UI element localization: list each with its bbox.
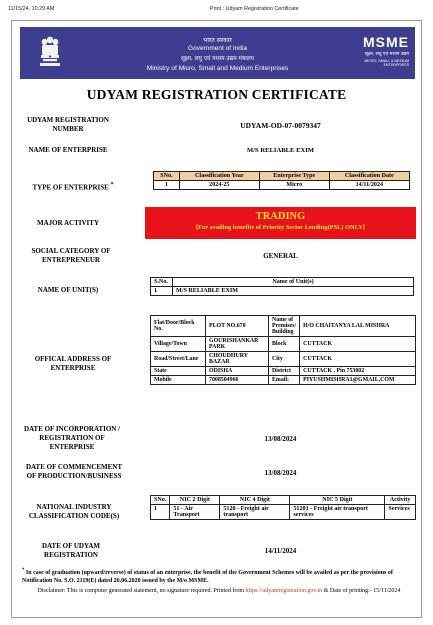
units-header-row xyxy=(151,278,414,287)
classification-header: SNo. xyxy=(154,172,180,181)
premises-label: Name of Premises/ Building xyxy=(269,316,300,337)
msme-logo xyxy=(347,34,409,70)
enterprise-name-value: M/S RELIABLE EXIM xyxy=(246,147,315,154)
classification-cell: Micro xyxy=(259,181,329,190)
certificate-page xyxy=(11,20,422,618)
classification-cell: 1 xyxy=(154,181,180,190)
footnote-star: * xyxy=(22,568,25,573)
footnote xyxy=(22,567,416,585)
banner-hindi-ministry: सूक्ष्म, लघु एवं मध्यम उद्यम मंत्रालय xyxy=(180,56,255,62)
classification-header: Classification Year xyxy=(179,172,259,181)
village-label: Village/Town xyxy=(151,337,206,352)
banner-ministry: Ministry of Micro, Small and Medium Enterprises xyxy=(146,65,289,72)
address-row xyxy=(151,316,416,337)
village-value: GOURISHANKAR PARK xyxy=(206,337,269,352)
flat-value: PLOT NO.670 xyxy=(206,316,269,337)
msme-logo-sub: MICRO, SMALL & MEDIUM ENTERPRISES xyxy=(364,59,409,67)
disclaimer xyxy=(22,587,416,595)
certificate-title: UDYAM REGISTRATION CERTIFICATE xyxy=(86,87,347,102)
nic-label: NATIONAL INDUSTRY CLASSIFICATION CODE(S) xyxy=(28,503,120,520)
nic-header: NIC 5 Digit xyxy=(290,496,385,505)
commencement-label: DATE OF COMMENCEMENT OF PRODUCTION/BUSINESS xyxy=(25,463,123,480)
block-label: Block xyxy=(269,337,300,352)
mobile-value: 7008504966 xyxy=(206,376,269,385)
nic-cell: 5120 - Freight air transport xyxy=(220,505,290,520)
disclaimer-suffix: & Date of printing:- 15/11/2024 xyxy=(323,588,401,594)
district-value: CUTTACK , Pin 753002 xyxy=(300,367,416,376)
enterprise-name-label: NAME OF ENTERPRISE xyxy=(28,146,108,154)
incorporation-label: DATE OF INCORPORATION / REGISTRATION OF ENTERPRISE xyxy=(23,425,121,451)
email-label: Email: xyxy=(269,376,300,385)
units-row xyxy=(151,287,414,296)
msme-logo-hindi: सूक्ष्म, लघु एवं मध्यम उद्यम xyxy=(364,52,409,57)
classification-row xyxy=(154,181,410,190)
print-header xyxy=(8,6,425,16)
reg-no-label: UDYAM REGISTRATION NUMBER xyxy=(27,116,109,133)
nic-table xyxy=(150,495,416,520)
major-activity-box xyxy=(145,207,416,239)
nic-row xyxy=(151,505,416,520)
nic-header: NIC 2 Digit xyxy=(170,496,220,505)
commencement-value: 13/08/2024 xyxy=(264,469,297,477)
address-row xyxy=(151,352,416,367)
nic-cell: 51201 - Freight air transport services xyxy=(290,505,385,520)
address-table xyxy=(150,315,416,385)
address-label: OFFICAL ADDRESS OF ENTERPRISE xyxy=(34,355,112,372)
classification-header-row xyxy=(154,172,410,181)
ministry-banner xyxy=(20,27,415,79)
nic-cell: 1 xyxy=(151,505,170,520)
classification-cell: 2024-25 xyxy=(179,181,259,190)
block-value: CUTTACK xyxy=(300,337,416,352)
nic-header: NIC 4 Digit xyxy=(220,496,290,505)
nic-cell: Services xyxy=(385,505,416,520)
print-title: Print : Udyam Registration Certificate xyxy=(210,6,299,12)
type-label-text: TYPE OF ENTERPRISE xyxy=(32,183,109,192)
units-table xyxy=(150,277,414,296)
classification-cell: 14/11/2024 xyxy=(329,181,409,190)
social-category-value: GENERAL xyxy=(263,252,298,260)
state-label: State xyxy=(151,367,206,376)
activity-main: TRADING xyxy=(255,211,306,222)
classification-header: Classification Date xyxy=(329,172,409,181)
udyam-date-value: 14/11/2024 xyxy=(264,547,297,555)
units-header: S.No. xyxy=(151,278,173,287)
units-cell: 1 xyxy=(151,287,173,296)
type-label xyxy=(26,181,120,192)
footnote-text: In case of graduation (upward/reverse) of status of an enterprise, the benefit of the Government Schemes will be availed as per the provisions of Notification No. S.O. 2119(E) dated 26.06.2020 issued by the M/o MSME. xyxy=(22,570,393,584)
state-value: ODISHA xyxy=(206,367,269,376)
city-label: City xyxy=(269,352,300,367)
classification-header: Enterprise Type xyxy=(259,172,329,181)
nic-header: Activity xyxy=(385,496,416,505)
udyam-portal-link[interactable]: https://udyamregistration.gov.in xyxy=(245,588,323,594)
classification-table xyxy=(153,171,410,190)
banner-hindi-govt: भारत सरकार xyxy=(203,37,232,44)
major-activity-label: MAJOR ACTIVITY xyxy=(36,219,100,227)
nic-cell: 51 - Air Transport xyxy=(170,505,220,520)
nic-header: SNo. xyxy=(151,496,170,505)
udyam-date-label: DATE OF UDYAM REGISTRATION xyxy=(41,542,101,559)
city-value: CUTTACK xyxy=(300,352,416,367)
nic-header-row xyxy=(151,496,416,505)
incorporation-value: 13/08/2024 xyxy=(264,435,297,443)
type-label-star: * xyxy=(110,182,114,188)
mobile-label: Mobile xyxy=(151,376,206,385)
msme-logo-text: MSME xyxy=(363,34,409,50)
flat-label: Flat/Door/Block No. xyxy=(151,316,206,337)
address-row xyxy=(151,337,416,352)
units-header: Name of Unit(s) xyxy=(173,278,414,287)
district-label: District xyxy=(269,367,300,376)
address-row xyxy=(151,376,416,385)
premises-value: H/O CHAITANYA LAL MISHRA xyxy=(300,316,416,337)
units-label: NAME OF UNIT(S) xyxy=(37,286,99,294)
reg-no-value: UDYAM-OD-07-0079347 xyxy=(240,121,321,130)
email-value: PIYUSHMISHRA1@GMAIL.COM xyxy=(300,376,416,385)
units-cell: M/S RELIABLE EXIM xyxy=(173,287,414,296)
disclaimer-prefix: Disclaimer: This is computer generated statement, no signature required. Printed from xyxy=(37,588,245,594)
activity-sub: [For availing benefits of Priority Sector Lending(PSL) ONLY] xyxy=(195,224,366,231)
road-label: Road/Street/Lane xyxy=(151,352,206,367)
banner-government: Government of India xyxy=(188,45,247,52)
social-category-label: SOCIAL CATEGORY OF ENTREPRENEUR xyxy=(31,247,111,264)
address-row xyxy=(151,367,416,376)
road-value: CHOUDHURY BAZAR xyxy=(206,352,269,367)
print-timestamp: 11/15/24, 10:29 AM xyxy=(8,6,55,12)
